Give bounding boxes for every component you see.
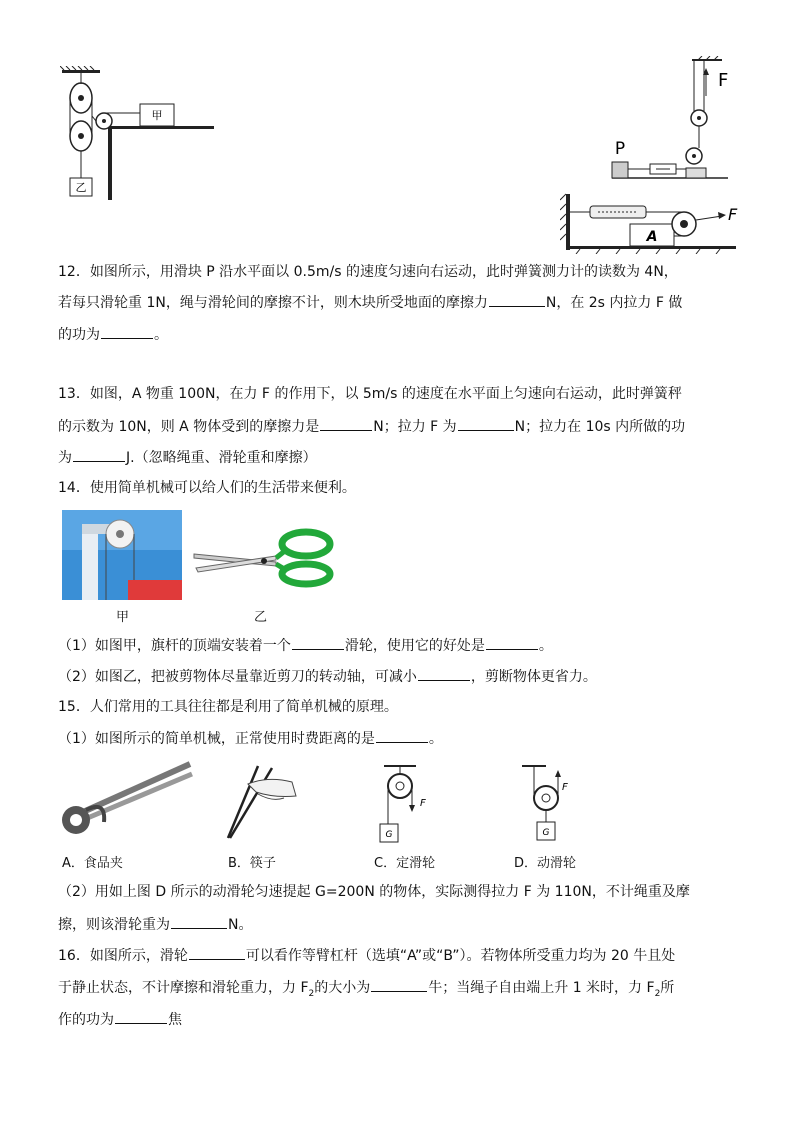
q13-blank-force[interactable] (458, 416, 514, 431)
q15-p1-text-a: （1）如图所示的简单机械，正常使用时费距离的是 (58, 731, 375, 747)
movable-pulley-figure (512, 762, 582, 844)
q12-text-c: 的功为 (58, 327, 100, 343)
flagpole-pulley-photo (62, 510, 182, 600)
caption-yi: 乙 (254, 610, 268, 625)
q12-line-3 (58, 324, 168, 345)
q15-part-2-line-2 (58, 914, 252, 935)
weight-yi-label: 乙 (75, 181, 87, 194)
q15-p2-text-b: 擦，则该滑轮重为 (58, 917, 170, 933)
slider-P-label: P (614, 139, 626, 159)
q14-p1-text-c: 。 (538, 638, 553, 654)
q13-line-2 (58, 416, 685, 437)
slider-pulley-figure (598, 56, 748, 186)
q14-p1-text-b: 滑轮，使用它的好处是 (344, 638, 485, 654)
block-A-label: A (646, 229, 658, 245)
q16-text-e: 牛；当绳子自由端上升 1 米时，力 F (428, 980, 655, 996)
q16-text-b: 可以看作等臂杠杆（选填“A”或“B”）。若物体所受重力均为 20 牛且处 (245, 948, 676, 964)
pulley-block-figure (60, 66, 220, 200)
q16-text-f: 所 (660, 980, 675, 996)
q16-text-h: 焦 (168, 1012, 182, 1028)
q13-text-e: J.（忽略绳重、滑轮重和摩擦） (126, 450, 317, 466)
q12-line-1: 12．如图所示，用滑块 P 沿水平面以 0.5m/s 的速度匀速向右运动，此时弹簧测力计的读数为 4N， (58, 264, 678, 280)
q13-text-b: N；拉力 F 为 (373, 419, 457, 435)
q14-blank-reduce[interactable] (418, 666, 470, 681)
caption-jia: 甲 (116, 610, 130, 625)
movable-pulley-F-label: F (562, 782, 568, 793)
q12-text-a: 若每只滑轮重 1N，绳与滑轮间的摩擦不计，则木块所受地面的摩擦力 (58, 295, 488, 311)
q12-blank-friction[interactable] (489, 292, 545, 307)
q12-blank-work[interactable] (101, 324, 153, 339)
q16-text-g: 作的功为 (58, 1012, 114, 1028)
q13-blank-friction[interactable] (320, 416, 372, 431)
q15-p2-text-c: N。 (228, 917, 253, 933)
q14-blank-benefit[interactable] (486, 635, 538, 650)
q15-p1-text-b: 。 (428, 731, 443, 747)
option-D[interactable]: D．动滑轮 (514, 856, 577, 871)
force-F-label-top: F (718, 70, 729, 91)
fixed-pulley-F-label: F (420, 798, 426, 809)
q14-blank-pulley-type[interactable] (292, 635, 344, 650)
fixed-pulley-G-label: G (385, 830, 393, 840)
food-tongs-figure (56, 760, 196, 840)
block-A-spring-figure (560, 190, 746, 254)
q14-p2-text-b: ，剪断物体更省力。 (470, 669, 597, 685)
q13-text-a: 的示数为 10N，则 A 物体受到的摩擦力是 (58, 419, 320, 435)
q13-line-3 (58, 447, 317, 468)
q16-sub-2: 2 (654, 988, 661, 999)
block-jia-label: 甲 (151, 109, 163, 122)
q16-line-1 (58, 945, 675, 966)
q16-text-d: 的大小为 (314, 980, 371, 996)
scissors-figure (190, 528, 336, 588)
q16-text-a: 16．如图所示，滑轮 (58, 948, 188, 964)
option-A[interactable]: A．食品夹 (62, 856, 123, 871)
q14-stem: 14．使用简单机械可以给人们的生活带来便利。 (58, 480, 356, 496)
fixed-pulley-figure (370, 762, 440, 844)
movable-pulley-G-label: G (542, 828, 550, 838)
force-F-label-bottom: F (728, 205, 738, 224)
q13-line-1: 13．如图，A 物重 100N，在力 F 的作用下，以 5m/s 的速度在水平面上匀速向右运动，此时弹簧秤 (58, 386, 682, 402)
q15-blank-answer[interactable] (376, 728, 428, 743)
chopsticks-figure (222, 762, 302, 842)
q14-p2-text-a: （2）如图乙，把被剪物体尽量靠近剪刀的转动轴，可减小 (58, 669, 417, 685)
q15-part-1 (58, 728, 443, 749)
q12-text-d: 。 (154, 327, 168, 343)
option-B[interactable]: B．筷子 (228, 856, 276, 871)
q16-blank-force[interactable] (371, 977, 427, 992)
q12-text-b: N，在 2s 内拉力 F 做 (545, 295, 683, 311)
q13-text-c: N；拉力在 10s 内所做的功 (514, 419, 686, 435)
q16-blank-pulley[interactable] (189, 945, 245, 960)
q15-blank-pulley-weight[interactable] (171, 914, 227, 929)
q12-line-2 (58, 292, 682, 313)
q16-blank-work[interactable] (115, 1009, 167, 1024)
q14-part-1 (58, 635, 553, 656)
q16-line-3 (58, 1009, 182, 1030)
q16-line-2 (58, 977, 674, 1004)
q14-p1-text-a: （1）如图甲，旗杆的顶端安装着一个 (58, 638, 291, 654)
q16-text-c: 于静止状态，不计摩擦和滑轮重力，力 F (58, 980, 309, 996)
q15-stem: 15．人们常用的工具往往都是利用了简单机械的原理。 (58, 699, 398, 715)
option-C[interactable]: C．定滑轮 (374, 856, 436, 871)
q15-part-2-line-1: （2）用如上图 D 所示的动滑轮匀速提起 G=200N 的物体，实际测得拉力 F 为 110N，不计绳重及摩 (58, 884, 690, 900)
q14-part-2 (58, 666, 597, 687)
q13-blank-work[interactable] (73, 447, 125, 462)
q16-sub-1: 2 (308, 988, 315, 999)
q13-text-d: 为 (58, 450, 72, 466)
